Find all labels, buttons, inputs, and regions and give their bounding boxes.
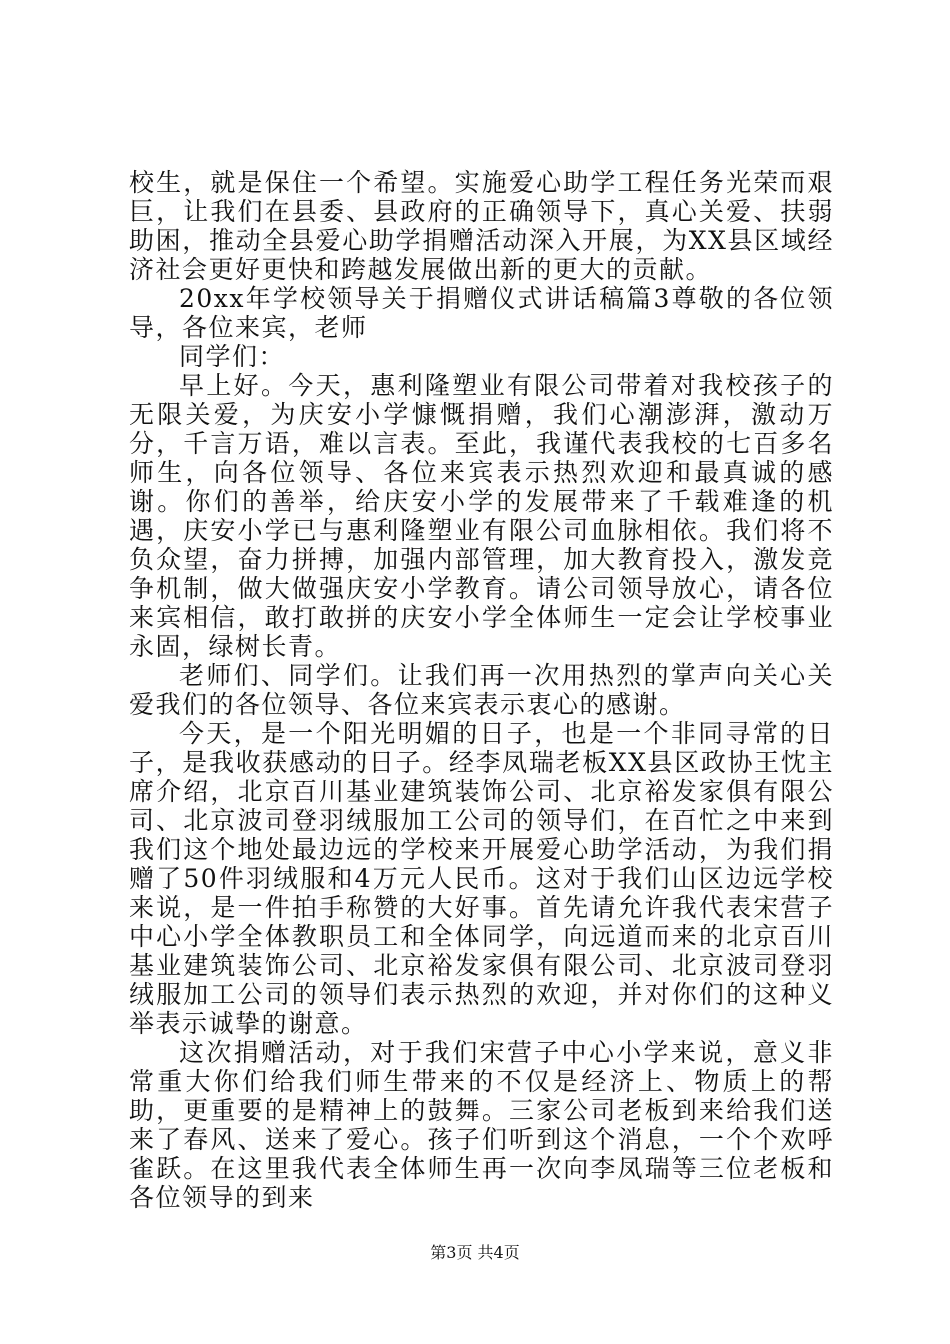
paragraph-applause: 老师们、同学们。让我们再一次用热烈的掌声向关心关爱我们的各位领导、各位来宾表示衷心的感谢。 [129, 661, 834, 719]
paragraph-salutation: 同学们： [179, 342, 286, 371]
paragraph-donation-meaning: 这次捐赠活动，对于我们宋营子中心小学来说，意义非常重大你们给我们师生带来的不仅是经济上、物质上的帮助，更重要的是精神上的鼓舞。三家公司老板到来给我们送来了春风、送来了爱心。孩子们听到这个消息，一个个欢呼雀跃。在这里我代表全体师生再一次向李凤瑞等三位老板和各位领导的到来 [129, 1038, 834, 1212]
paragraph-today: 今天，是一个阳光明媚的日子，也是一个非同寻常的日子，是我收获感动的日子。经李凤瑞老板XX县区政协王忱主席介绍，北京百川基业建筑装饰公司、北京裕发家俱有限公司、北京波司登羽绒服加工公司的领导们，在百忙之中来到我们这个地处最边远的学校来开展爱心助学活动，为我们捐赠了50件羽绒服和4万元人民币。这对于我们山区边远学校来说，是一件拍手称赞的大好事。首先请允许我代表宋营子中心小学全体教职员工和全体同学，向远道而来的北京百川基业建筑装饰公司、北京裕发家俱有限公司、北京波司登羽绒服加工公司的领导们表示热烈的欢迎，并对你们的这种义举表示诚挚的谢意。 [129, 719, 834, 1038]
document-body [129, 168, 834, 1212]
paragraph-heading-speech-3: 20xx年学校领导关于捐赠仪式讲话稿篇3尊敬的各位领导，各位来宾，老师 [129, 284, 834, 342]
paragraph-greeting: 早上好。今天，惠利隆塑业有限公司带着对我校孩子的无限关爱，为庆安小学慷慨捐赠，我们心潮澎湃，激动万分，千言万语，难以言表。至此，我谨代表我校的七百多名师生，向各位领导、各位来宾表示热烈欢迎和最真诚的感谢。你们的善举，给庆安小学的发展带来了千载难逢的机遇，庆安小学已与惠利隆塑业有限公司血脉相依。我们将不负众望，奋力拼搏，加强内部管理，加大教育投入，激发竞争机制，做大做强庆安小学教育。请公司领导放心，请各位来宾相信，敢打敢拼的庆安小学全体师生一定会让学校事业永固，绿树长青。 [129, 371, 834, 661]
paragraph-continuation: 校生，就是保住一个希望。实施爱心助学工程任务光荣而艰巨，让我们在县委、县政府的正确领导下，真心关爱、扶弱助困，推动全县爱心助学捐赠活动深入开展，为XX县区域经济社会更好更快和跨越发展做出新的更大的贡献。 [129, 168, 834, 284]
page-footer: 第3页 共4页 [430, 1243, 520, 1262]
